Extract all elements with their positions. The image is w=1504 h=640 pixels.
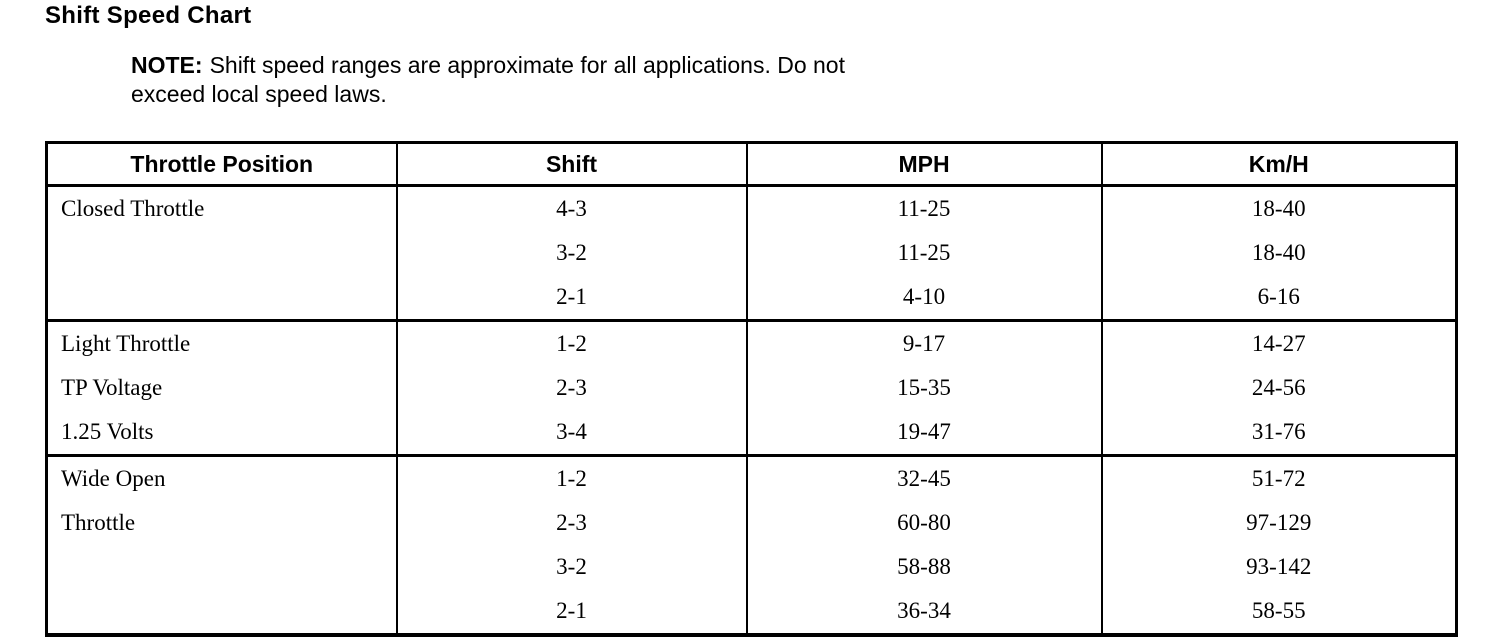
kmh-cell: 51-72 [1251, 466, 1306, 491]
shift-cell: 1-2 [397, 321, 747, 367]
mph-cell: 11-25 [747, 186, 1102, 232]
throttle-group [47, 321, 1457, 456]
header-mph: MPH [747, 143, 1102, 186]
throttle-group [47, 456, 1457, 636]
mph-cell: 19-47 [747, 410, 1102, 456]
table-row [47, 501, 1457, 545]
header-row [47, 143, 1457, 186]
throttle-position-cell: TP Voltage [47, 366, 397, 410]
throttle-position-cell: Wide Open [47, 456, 397, 502]
kmh-cell: 97-129 [1246, 510, 1312, 535]
table-row [47, 275, 1457, 321]
kmh-cell: 31-76 [1251, 419, 1306, 444]
mph-cell: 9-17 [747, 321, 1102, 367]
mph-cell: 15-35 [747, 366, 1102, 410]
mph-cell: 58-88 [747, 545, 1102, 589]
kmh-cell: 18-40 [1251, 240, 1306, 265]
shift-cell: 1-2 [397, 456, 747, 502]
table-row [47, 589, 1457, 635]
table-row [47, 321, 1457, 367]
table-row [47, 186, 1457, 232]
shift-cell: 3-2 [397, 545, 747, 589]
throttle-group [47, 186, 1457, 321]
table-row [47, 456, 1457, 502]
note-label: NOTE: [131, 52, 203, 78]
mph-cell: 36-34 [747, 589, 1102, 635]
kmh-cell: 24-56 [1251, 375, 1306, 400]
mph-cell: 11-25 [747, 231, 1102, 275]
throttle-position-cell [47, 231, 397, 275]
shift-speed-table [45, 141, 1458, 637]
shift-cell: 3-4 [397, 410, 747, 456]
shift-cell: 2-1 [397, 275, 747, 321]
throttle-position-cell: Light Throttle [47, 321, 397, 367]
header-shift: Shift [397, 143, 747, 186]
note-line-2: exceed local speed laws. [131, 81, 387, 107]
table-header [47, 143, 1457, 186]
throttle-position-cell [47, 589, 397, 635]
header-throttle-position: Throttle Position [47, 143, 397, 186]
throttle-position-cell [47, 545, 397, 589]
note-line-1: Shift speed ranges are approximate for all applications. Do not [209, 52, 845, 78]
table-row [47, 410, 1457, 456]
throttle-position-cell: Closed Throttle [47, 186, 397, 232]
table-row [47, 231, 1457, 275]
kmh-cell: 93-142 [1246, 554, 1312, 579]
mph-cell: 32-45 [747, 456, 1102, 502]
shift-cell: 2-1 [397, 589, 747, 635]
shift-cell: 2-3 [397, 366, 747, 410]
mph-cell: 60-80 [747, 501, 1102, 545]
page-title: Shift Speed Chart [45, 2, 252, 29]
note-paragraph [131, 51, 1071, 109]
throttle-position-cell: Throttle [47, 501, 397, 545]
kmh-cell: 14-27 [1251, 331, 1306, 356]
kmh-cell: 58-55 [1251, 598, 1306, 623]
kmh-cell: 18-40 [1251, 196, 1306, 221]
shift-cell: 3-2 [397, 231, 747, 275]
throttle-position-cell: 1.25 Volts [47, 410, 397, 456]
throttle-position-cell [47, 275, 397, 321]
mph-cell: 4-10 [747, 275, 1102, 321]
table-row [47, 545, 1457, 589]
kmh-cell: 6-16 [1257, 284, 1300, 309]
shift-cell: 4-3 [397, 186, 747, 232]
header-kmh: Km/H [1102, 143, 1457, 186]
shift-cell: 2-3 [397, 501, 747, 545]
table-row [47, 366, 1457, 410]
